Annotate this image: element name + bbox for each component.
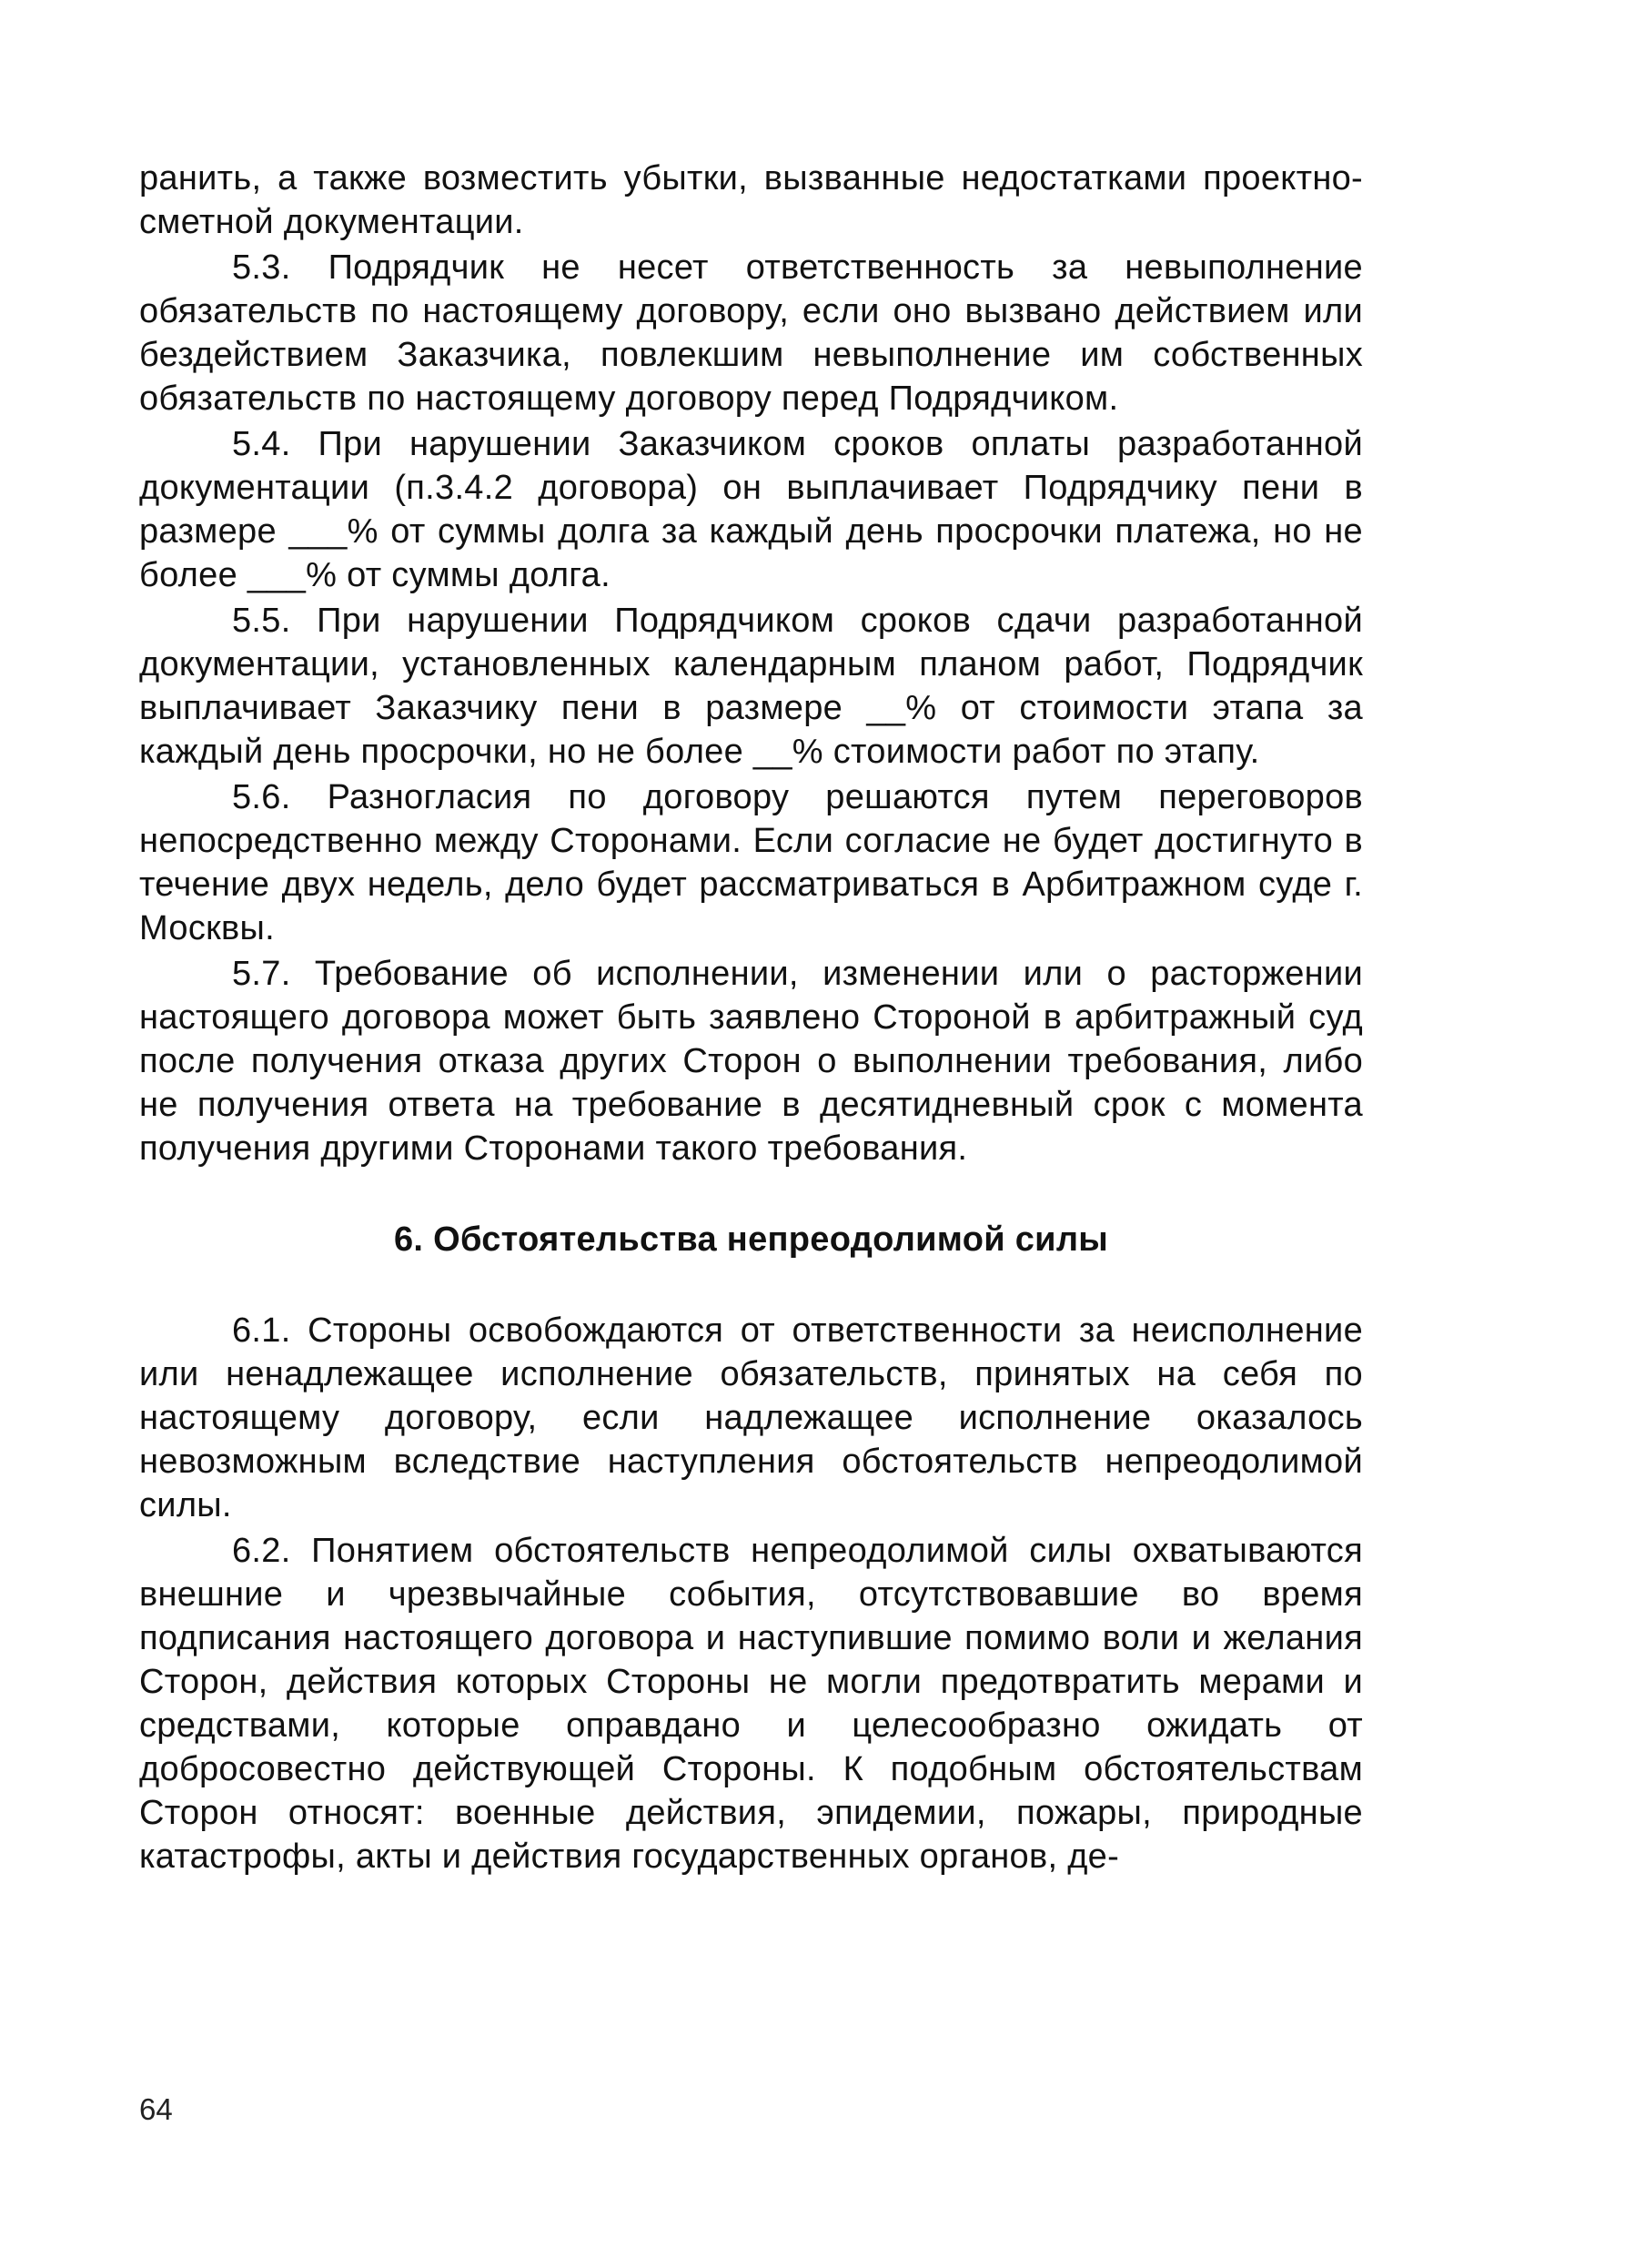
paragraph-5-5: 5.5. При нарушении Подрядчиком сроков сдачи разработанной документации, установленных календарным планом работ, Подрядчик выплачивает Заказчику пени в размере __% от стоимости этапа за каждый день просрочки, но не более __% стоимости работ по этапу. [139,602,1363,771]
paragraph-6-2: 6.2. Понятием обстоятельств непреодолимой силы охватываются внешние и чрезвычайные события, отсутствовавшие во время подписания настоящего договора и наступившие помимо воли и желания Сторон, действия которых Стороны не могли предотвратить мерами и средствами, которые оправдано и целесообразно ожидать от добросовестно действующей Стороны. К подобным обстоятельствам Сторон относят: военные действия, эпидемии, пожары, природные катастрофы, акты и действия государственных органов, де- [139,1532,1363,1876]
paragraph-6-1: 6.1. Стороны освобождаются от ответственности за неисполнение или ненадлежащее исполнение обязательств, принятых на себя по настоящему договору, если надлежащее исполнение оказалось невозможным вследствие наступления обстоятельств непреодолимой силы. [139,1311,1363,1524]
paragraph-5-7: 5.7. Требование об исполнении, изменении или о расторжении настоящего договора может быть заявлено Стороной в арбитражный суд после получения отказа других Сторон о выполнении требования, либо не получения ответа на требование в десятидневный срок с момента получения другими Сторонами такого требования. [139,955,1363,1168]
paragraph-5-4: 5.4. При нарушении Заказчиком сроков оплаты разработанной документации (п.3.4.2 договора) он выплачивает Подрядчику пени в размере ___% от суммы долга за каждый день просрочки платежа, но не более ___% от суммы долга. [139,425,1363,594]
paragraph-5-3: 5.3. Подрядчик не несет ответственность за невыполнение обязательств по настоящему договору, если оно вызвано действием или бездействием Заказчика, повлекшим невыполнение им собственных обязательств по настоящему договору перед Подрядчиком. [139,248,1363,418]
paragraph-continuation: ранить, а также возместить убытки, вызванные недостатками проектно-сметной документации. [139,159,1363,241]
paragraph-5-6: 5.6. Разногласия по договору решаются путем переговоров непосредственно между Сторонами. Если согласие не будет достигнуто в течение двух недель, дело будет рассматриваться в Арбитражном суде г. Москвы. [139,778,1363,947]
page-number: 64 [139,2092,173,2126]
page-body [139,157,1363,1880]
section-heading: 6. Обстоятельства непреодолимой силы [393,1220,1109,1259]
